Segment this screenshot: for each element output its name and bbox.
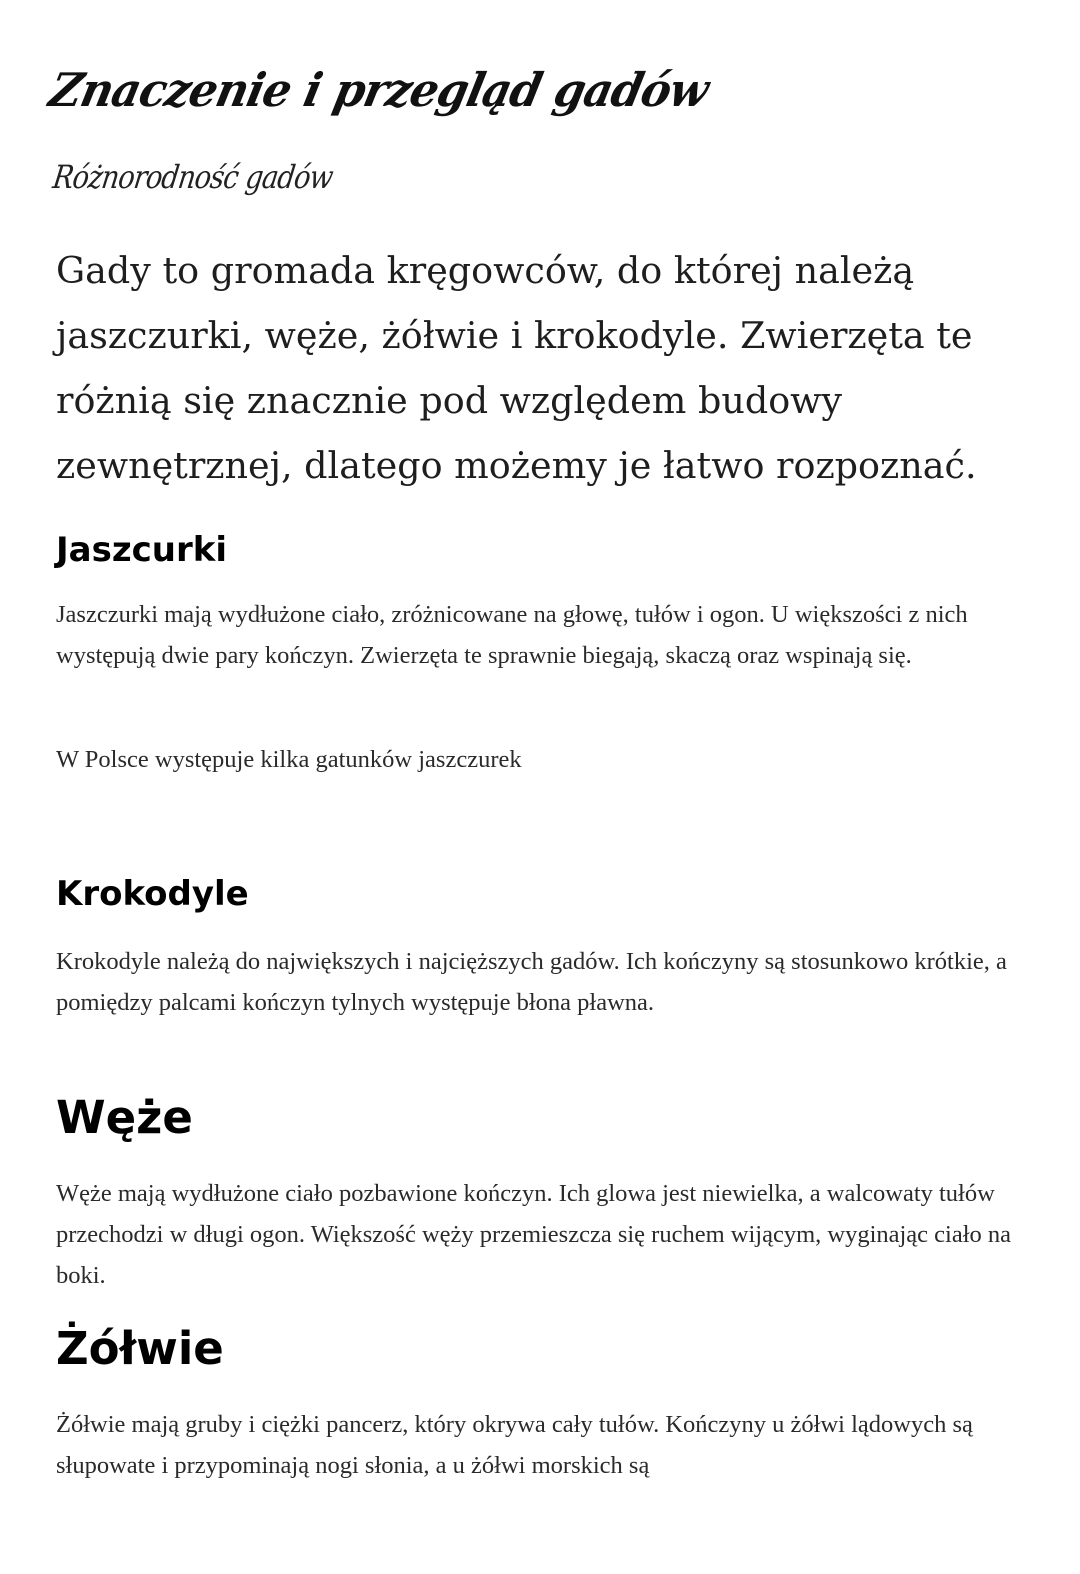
page-title: Znaczenie i przegląd gadów bbox=[44, 64, 713, 118]
section-paragraph: W Polsce występuje kilka gatunków jaszczurek bbox=[56, 746, 522, 773]
section-paragraph: Węże mają wydłużone ciało pozbawione kończyn. Ich glowa jest niewielka, a walcowaty tułów przechodzi w długi ogon. Większość węży przemieszcza się ruchem wijącym, wyginając ciało na boki. bbox=[56, 1180, 1012, 1289]
lead-paragraph: Gady to gromada kręgowców, do której należą jaszczurki, węże, żółwie i krokodyle. Zwierzęta te różnią się znacznie pod względem budowy zewnętrznej, dlatego możemy je łatwo rozpoznać. bbox=[56, 249, 977, 487]
section-paragraph: Krokodyle należą do największych i najcięższych gadów. Ich kończyny są stosunkowo krótkie, a pomiędzy palcami kończyn tylnych występuje błona pławna. bbox=[56, 948, 1007, 1016]
section-heading-weze: Węże bbox=[56, 1091, 193, 1144]
section-paragraph: Żółwie mają gruby i ciężki pancerz, który okrywa cały tułów. Kończyny u żółwi lądowych są słupowate i przypominają nogi słonia, a u żółwi morskich są bbox=[56, 1411, 973, 1479]
section-heading-krokodyle: Krokodyle bbox=[56, 874, 249, 914]
page-subtitle: Różnorodność gadów bbox=[50, 158, 335, 196]
section-paragraph: Jaszczurki mają wydłużone ciało, zróżnicowane na głowę, tułów i ogon. U większości z nich występują dwie pary kończyn. Zwierzęta te sprawnie biegają, skaczą oraz wspinają się. bbox=[56, 601, 968, 669]
section-heading-zolwie: Żółwie bbox=[56, 1322, 224, 1375]
section-heading-jaszcurki: Jaszcurki bbox=[56, 530, 228, 570]
